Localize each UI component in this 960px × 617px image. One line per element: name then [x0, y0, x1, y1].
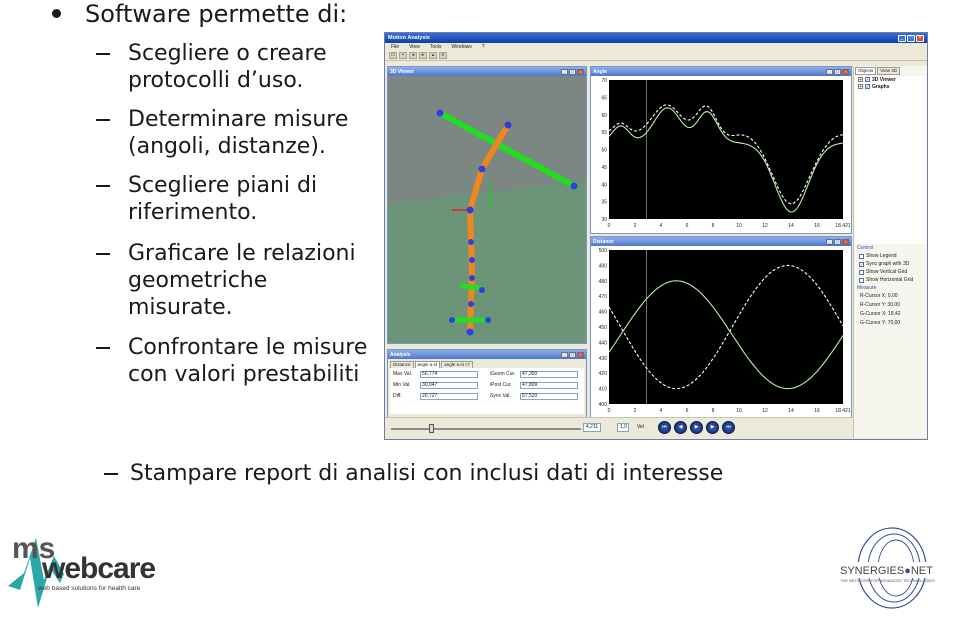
menu-windows[interactable]: Windows	[451, 44, 472, 50]
app-title: Motion Analysis	[388, 35, 430, 41]
viewer-title: 3D Viewer	[390, 68, 414, 75]
tab-objects[interactable]: Objects	[855, 67, 876, 75]
distance-title: Distance	[593, 238, 614, 245]
y-tick-label: 500	[598, 248, 607, 254]
menu-tools[interactable]: Tools	[429, 44, 442, 50]
dash	[96, 53, 110, 55]
ipost-cur-field[interactable]: 47,809	[520, 382, 578, 389]
y-tick-label: 460	[598, 309, 607, 316]
measure-group-title: Measure	[857, 285, 877, 291]
toolbar	[385, 51, 927, 61]
x-tick-label: 2	[633, 408, 637, 414]
app-titlebar	[385, 33, 927, 43]
expand-icon[interactable]: +	[859, 77, 862, 82]
skeleton-scene	[388, 76, 586, 343]
sub-bullet-line: geometriche	[128, 268, 268, 293]
x-tick-label: 16	[814, 223, 820, 229]
synergies-tagline: THE NETWORK FOR ADVANCED TECHNOLOGIES	[840, 578, 935, 583]
y-tick-label: 60	[601, 112, 607, 119]
dash	[96, 253, 110, 255]
igeom-cur-field[interactable]: 47,350	[520, 371, 578, 378]
distance-titlebar	[591, 237, 851, 246]
plot-area	[609, 250, 843, 404]
bottom-bullet	[104, 460, 723, 487]
last-frame-icon[interactable]: ⏭	[722, 421, 735, 434]
sub-bullet	[96, 106, 348, 160]
previous-frame-icon[interactable]: ◀	[674, 421, 687, 434]
x-tick-label: 10	[736, 408, 742, 414]
tree-item-label: Graphs	[872, 83, 890, 90]
sub-bullet	[96, 40, 327, 94]
panel-tabs	[854, 66, 927, 76]
dash	[96, 347, 110, 349]
distance-plot[interactable]	[591, 246, 851, 418]
maximize-button[interactable]: □	[569, 69, 576, 75]
measure-readout: R-Cursor X: 0,00	[860, 293, 898, 299]
measure-readout: G-Cursor Y: 70,00	[860, 320, 901, 326]
playback-bar	[385, 417, 853, 439]
y-tick-label: 65	[601, 95, 607, 102]
sub-bullet-line: Scegliere piani di	[128, 173, 318, 198]
y-tick-label: 35	[601, 199, 607, 206]
tab-distance[interactable]: Distance	[390, 361, 414, 368]
show-legend-option[interactable]	[854, 252, 927, 260]
play-icon[interactable]: ▶	[690, 421, 703, 434]
timeline-thumb[interactable]	[429, 424, 434, 433]
minimize-button[interactable]: _	[561, 69, 568, 75]
joint-marker	[449, 317, 455, 323]
ms-mark: ms	[12, 532, 56, 565]
option-label: Show Legend	[866, 253, 897, 259]
y-tick-label: 70	[601, 78, 607, 84]
angle-title: Angle	[593, 68, 607, 75]
dash	[96, 119, 110, 121]
joint-marker	[467, 207, 474, 214]
close-button[interactable]: ×	[916, 35, 924, 42]
maximize-button[interactable]: □	[907, 35, 915, 42]
x-tick-label: 18.421	[835, 223, 851, 229]
app-window	[384, 32, 928, 440]
checkbox[interactable]: ✓	[866, 84, 870, 89]
maximize-button[interactable]: □	[569, 352, 576, 358]
back-icon[interactable]: ◂	[409, 52, 417, 59]
angle-graph-window	[590, 66, 852, 234]
sub-bullet-line: Determinare misure	[128, 107, 349, 132]
y-tick-label: 480	[598, 278, 607, 285]
sub-bullet-line: protocolli d’uso.	[128, 68, 304, 93]
y-tick-label: 420	[598, 371, 607, 378]
min-value-field[interactable]: 30,047	[420, 382, 478, 389]
up-icon[interactable]: ▴	[429, 52, 437, 59]
close-button[interactable]: ×	[577, 352, 584, 358]
synergies-logo-mark	[824, 524, 960, 614]
vertical-grid-option[interactable]	[854, 268, 927, 276]
analysis-tabs	[388, 359, 586, 368]
joint-marker	[479, 287, 485, 293]
y-tick-label: 30	[601, 217, 607, 223]
joint-marker	[469, 257, 475, 263]
measure-readout: G-Cursor X: 18,42	[860, 311, 901, 317]
sub-bullet-line: misurate.	[128, 295, 233, 320]
x-tick-label: 0	[607, 408, 611, 414]
checkbox[interactable]: ✓	[860, 261, 864, 267]
y-tick-label: 55	[601, 130, 607, 137]
sub-bullet-line: Confrontare le misure	[128, 335, 368, 360]
y-tick-label: 450	[598, 325, 607, 331]
minimize-button[interactable]: _	[826, 239, 833, 245]
sub-bullet-line: con valori prestabiliti	[128, 362, 360, 387]
joint-marker	[571, 183, 578, 190]
tab-view-3d[interactable]: View 3D	[877, 67, 900, 75]
sync-val-field[interactable]: 57,520	[520, 393, 578, 400]
y-tick-label: 45	[601, 164, 607, 171]
sub-bullet	[96, 334, 367, 388]
analysis-window	[387, 349, 587, 419]
x-tick-label: 12	[762, 408, 768, 414]
joint-marker	[467, 329, 474, 336]
measure-readout: R-Cursor Y: 30,00	[860, 302, 900, 308]
next-frame-icon[interactable]: ▶	[706, 421, 719, 434]
field-label: Diff.	[393, 393, 402, 399]
option-label: Show Horizontal Grid	[866, 277, 914, 283]
joint-marker	[469, 275, 475, 281]
plot-area	[609, 80, 843, 219]
tab-angle-a-i4[interactable]: angle a-i4	[415, 361, 441, 368]
field-label: Min Val.	[393, 382, 411, 388]
synergies-logo	[824, 524, 960, 614]
forward-icon[interactable]: ▸	[419, 52, 427, 59]
x-tick-label: 0	[607, 223, 611, 229]
x-tick-label: 14	[788, 408, 794, 414]
dash	[104, 473, 118, 475]
objects-panel	[853, 66, 927, 438]
minimize-button[interactable]: _	[826, 69, 833, 75]
control-group-title: Control	[857, 245, 874, 251]
x-tick-label: 12	[762, 223, 768, 229]
bullet-dot	[52, 9, 61, 18]
webcare-logo	[8, 528, 158, 613]
close-button[interactable]: ×	[842, 239, 849, 245]
checkbox[interactable]	[859, 270, 864, 275]
synergies-wordmark: SYNERGIES●NET	[840, 565, 933, 577]
webcare-wordmark: webcare	[42, 552, 156, 585]
analysis-titlebar	[388, 350, 586, 359]
close-button[interactable]: ×	[577, 69, 584, 75]
timeline-track[interactable]	[391, 428, 581, 430]
y-tick-label: 40	[601, 182, 607, 189]
first-frame-icon[interactable]: ⏮	[658, 421, 671, 434]
sub-bullet	[96, 240, 356, 321]
diff-field[interactable]: 20,727	[420, 393, 478, 400]
viewer-scene[interactable]	[388, 76, 586, 343]
option-label: Sync graph with 3D	[866, 261, 910, 267]
expand-icon[interactable]: +	[859, 84, 862, 89]
joint-marker	[468, 301, 474, 307]
angle-titlebar	[591, 67, 851, 76]
y-tick-label: 410	[598, 386, 607, 393]
save-icon[interactable]: ▪	[399, 52, 407, 59]
x-tick-label: 4	[659, 223, 663, 229]
field-label: Sync Val.	[490, 393, 511, 399]
x-tick-label: 10	[736, 223, 742, 229]
object-tree	[855, 76, 926, 244]
y-tick-label: 50	[601, 147, 607, 154]
joint-marker	[468, 239, 474, 245]
field-label: Max Val.	[393, 371, 413, 377]
tree-item-label: 3D Viewer	[872, 76, 896, 83]
x-tick-label: 16	[814, 408, 820, 414]
menubar	[385, 43, 927, 51]
y-tick-label: 400	[598, 402, 607, 408]
analysis-title: Analysis	[390, 351, 411, 358]
sub-bullet-line: Graficare le relazioni	[128, 241, 356, 266]
menu-help[interactable]: ?	[481, 44, 485, 50]
speed-field[interactable]: 1,0	[617, 423, 629, 432]
option-label: Show Vertical Grid	[866, 269, 908, 275]
checkbox[interactable]: ✓	[866, 77, 870, 82]
menu-view[interactable]: View	[409, 44, 420, 50]
x-tick-label: 6	[685, 408, 689, 414]
field-label: iPost Cur.	[490, 382, 512, 388]
checkbox[interactable]	[859, 254, 864, 259]
minimize-button[interactable]: _	[898, 35, 906, 42]
field-label: iGeom Cur.	[490, 371, 516, 377]
sub-bullet-line: (angoli, distanze).	[128, 134, 326, 159]
max-value-field[interactable]: 50,774	[420, 371, 478, 378]
sub-bullet-line: riferimento.	[128, 200, 258, 225]
x-tick-label: 2	[633, 223, 637, 229]
bottom-bullet-text: Stampare report di analisi con inclusi dati di interesse	[130, 461, 724, 486]
menu-file[interactable]: File	[391, 44, 400, 50]
x-tick-label: 18.421	[835, 408, 851, 414]
joint-marker	[505, 122, 512, 129]
y-tick-label: 490	[598, 263, 607, 270]
angle-plot[interactable]	[591, 76, 851, 233]
minimize-button[interactable]: _	[561, 352, 568, 358]
joint-marker	[479, 166, 486, 173]
speed-label: Vel	[637, 424, 644, 430]
webcare-tagline: web based solutions for health care	[38, 585, 141, 592]
sub-bullet-line: Scegliere o creare	[128, 41, 327, 66]
skeleton-bar-green	[460, 286, 482, 288]
joint-marker	[437, 110, 444, 117]
x-tick-label: 4	[659, 408, 663, 414]
x-tick-label: 8	[711, 408, 715, 414]
horizontal-grid-option[interactable]	[854, 276, 927, 284]
viewer-window	[387, 66, 587, 344]
main-bullet-text: Software permette di:	[85, 0, 348, 28]
x-tick-label: 6	[685, 223, 689, 229]
maximize-button[interactable]: □	[834, 69, 841, 75]
report-icon[interactable]: ≡	[439, 52, 447, 59]
joint-marker	[485, 317, 491, 323]
analysis-form	[390, 368, 584, 414]
checkbox[interactable]	[859, 278, 864, 283]
close-button[interactable]: ×	[842, 69, 849, 75]
distance-graph-window	[590, 236, 852, 419]
open-icon[interactable]: ▭	[390, 52, 396, 58]
y-tick-label: 430	[598, 355, 607, 362]
x-tick-label: 8	[711, 223, 715, 229]
tree-item-3d-viewer[interactable]	[855, 76, 926, 83]
maximize-button[interactable]: □	[834, 239, 841, 245]
time-field[interactable]: 4,211	[583, 423, 601, 432]
dash	[96, 185, 110, 187]
tree-item-graphs[interactable]	[855, 83, 926, 90]
sync-graph-option[interactable]	[854, 260, 927, 268]
webcare-logo-mark	[8, 528, 158, 613]
sub-bullet	[96, 172, 317, 226]
viewer-titlebar	[388, 67, 586, 76]
main-bullet	[52, 0, 347, 28]
y-tick-label: 440	[598, 340, 607, 347]
tab-angle-a-i4-c7[interactable]: angle a-i4 c7	[441, 361, 473, 368]
y-tick-label: 470	[598, 294, 607, 301]
x-tick-label: 14	[788, 223, 794, 229]
